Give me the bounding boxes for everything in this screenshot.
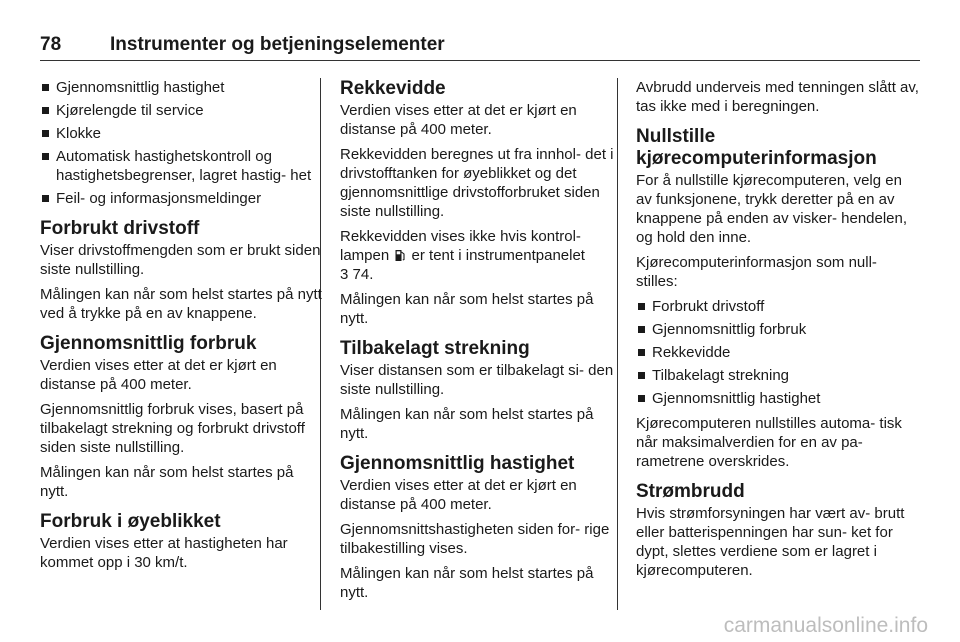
paragraph: Målingen kan når som helst startes på nytt. bbox=[340, 565, 594, 601]
section-heading: Nullstille kjørecomputerinformasjon bbox=[636, 126, 877, 169]
paragraph-text: er tent i instrumentpanelet bbox=[411, 247, 585, 264]
list-item: Rekkevidde bbox=[636, 343, 920, 362]
bullet-list bbox=[636, 297, 920, 408]
list-item: Gjennomsnittlig hastighet bbox=[40, 78, 324, 97]
watermark: carmanualsonline.info bbox=[723, 614, 928, 637]
paragraph: Avbrudd underveis med tenningen slått av, tas ikke med i beregningen. bbox=[636, 79, 919, 115]
paragraph: For å nullstille kjørecomputeren, velg en av funksjonene, trykk deretter på en av knappene på enden av visker- hendelen, og hold den inne. bbox=[636, 172, 908, 246]
paragraph: Gjennomsnittshastigheten siden for- rige tilbakestilling vises. bbox=[340, 521, 610, 557]
page-title: Instrumenter og betjeningselementer bbox=[110, 34, 445, 55]
section-heading: Rekkevidde bbox=[340, 78, 446, 99]
paragraph-text: Rekkevidden vises ikke hvis kontrol- lampen bbox=[340, 228, 581, 264]
page-number: 78 bbox=[40, 34, 62, 55]
bullet-list bbox=[40, 78, 324, 208]
paragraph: Hvis strømforsyningen har vært av- brutt eller batterispenningen har sun- ket for dypt, slettes verdiene som er lagret i kjørecomputeren. bbox=[636, 505, 905, 579]
section-heading: Strømbrudd bbox=[636, 481, 745, 502]
list-item: Gjennomsnittlig forbruk bbox=[636, 320, 920, 339]
header-divider bbox=[40, 60, 920, 61]
paragraph: Målingen kan når som helst startes på nytt. bbox=[340, 291, 594, 327]
list-item: Kjørelengde til service bbox=[40, 101, 324, 120]
paragraph: Målingen kan når som helst startes på nytt. bbox=[40, 464, 294, 500]
section-heading: Forbrukt drivstoff bbox=[40, 218, 200, 239]
section-heading: Forbruk i øyeblikket bbox=[40, 511, 221, 532]
list-item: Klokke bbox=[40, 124, 324, 143]
paragraph: Verdien vises etter at det er kjørt en distanse på 400 meter. bbox=[40, 357, 277, 393]
paragraph: Verdien vises etter at det er kjørt en distanse på 400 meter. bbox=[340, 102, 577, 138]
paragraph: Gjennomsnittlig forbruk vises, basert på tilbakelagt strekning og forbrukt drivstoff siden siste nullstilling. bbox=[40, 401, 305, 456]
paragraph: Kjørecomputeren nullstilles automa- tisk når maksimalverdien for en av pa- rametrene overskrides. bbox=[636, 415, 902, 470]
page-reference[interactable]: 3 74. bbox=[340, 266, 374, 283]
list-item: Gjennomsnittlig hastighet bbox=[636, 389, 920, 408]
paragraph: Rekkevidden beregnes ut fra innhol- det i drivstofftanken for øyeblikket og det gjennomsnittlige drivstofforbruket siden siste nullstilling. bbox=[340, 146, 614, 220]
paragraph: Kjørecomputerinformasjon som null- stilles: bbox=[636, 254, 877, 290]
column-3 bbox=[636, 78, 920, 586]
list-item: Forbrukt drivstoff bbox=[636, 297, 920, 316]
section-heading: Gjennomsnittlig forbruk bbox=[40, 333, 257, 354]
paragraph: Verdien vises etter at det er kjørt en distanse på 400 meter. bbox=[340, 477, 577, 513]
paragraph: Viser drivstoffmengden som er brukt siden siste nullstilling. bbox=[40, 242, 321, 278]
paragraph: Målingen kan når som helst startes på nytt. bbox=[340, 406, 594, 442]
paragraph bbox=[340, 227, 624, 284]
paragraph: Målingen kan når som helst startes på nytt ved å trykke på en av knappene. bbox=[40, 286, 322, 322]
paragraph: Viser distansen som er tilbakelagt si- den siste nullstilling. bbox=[340, 362, 614, 398]
page-header bbox=[40, 14, 920, 56]
list-item: Automatisk hastighetskontroll og hastighetsbegrenser, lagret hastig- het bbox=[40, 147, 324, 185]
fuel-pump-icon bbox=[395, 249, 405, 262]
column-1 bbox=[40, 78, 324, 578]
section-heading: Tilbakelagt strekning bbox=[340, 338, 530, 359]
list-item: Tilbakelagt strekning bbox=[636, 366, 920, 385]
column-2 bbox=[340, 78, 624, 608]
list-item: Feil- og informasjonsmeldinger bbox=[40, 189, 324, 208]
paragraph: Verdien vises etter at hastigheten har kommet opp i 30 km/t. bbox=[40, 535, 288, 571]
section-heading: Gjennomsnittlig hastighet bbox=[340, 453, 575, 474]
